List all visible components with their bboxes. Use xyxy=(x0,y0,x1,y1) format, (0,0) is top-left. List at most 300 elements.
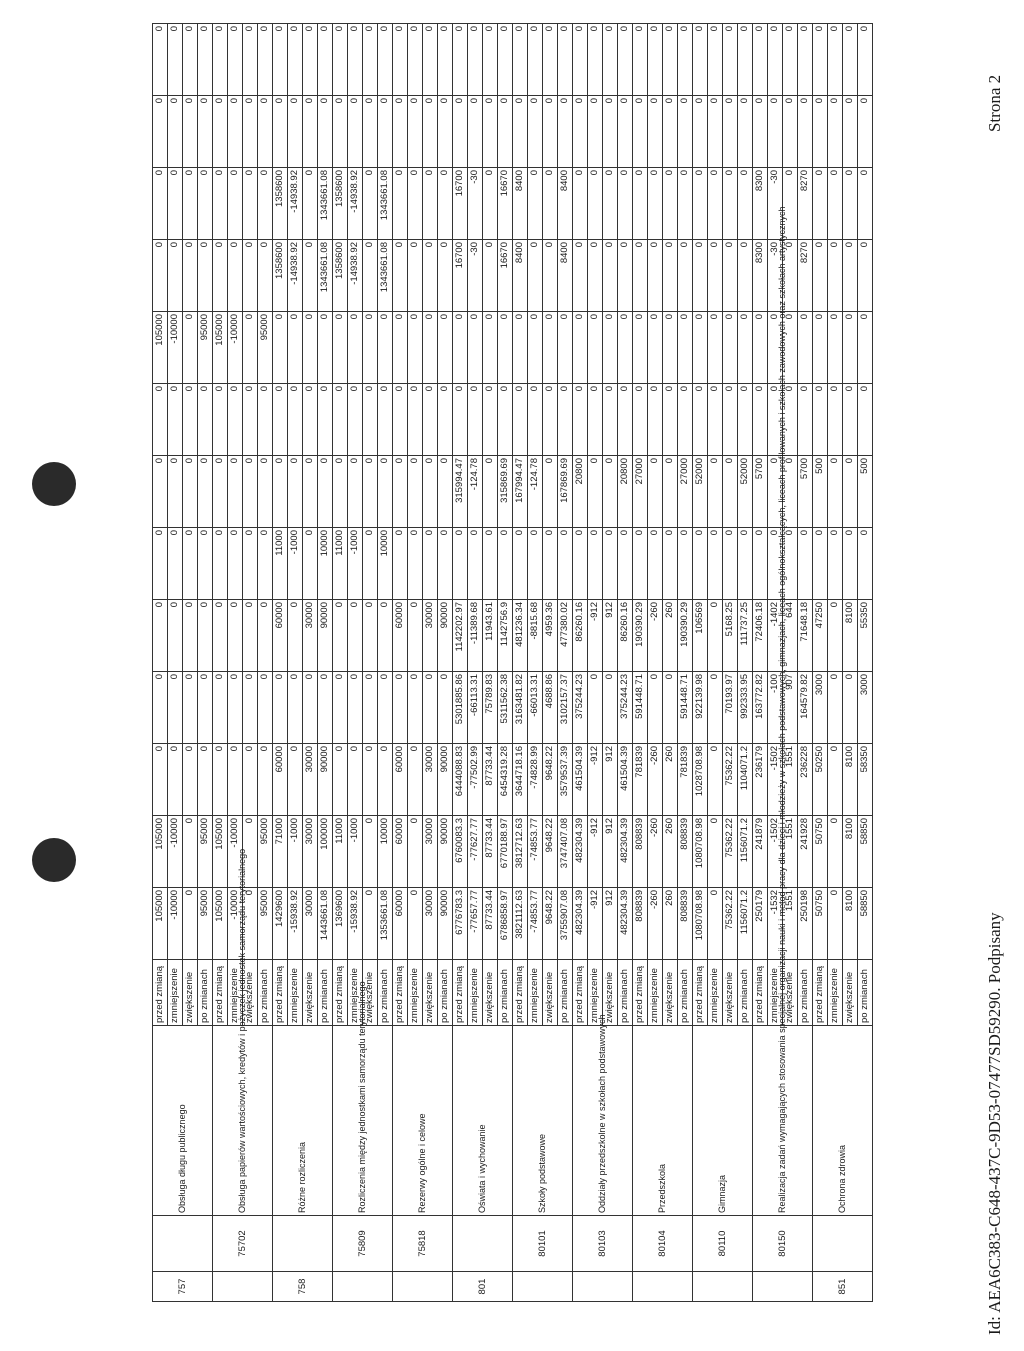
amount-cell: 0 xyxy=(498,528,513,600)
amount-cell: 0 xyxy=(648,312,663,384)
amount-cell: 0 xyxy=(408,456,423,528)
amount-cell: 0 xyxy=(453,96,468,168)
amount-cell: 163772.82 xyxy=(753,672,768,744)
amount-cell: 0 xyxy=(393,168,408,240)
row-kind-label: przed zmianą xyxy=(633,960,648,1026)
amount-cell: 9648.22 xyxy=(543,744,558,816)
section-name: Ochrona zdrowia xyxy=(813,1026,873,1216)
amount-cell: 0 xyxy=(843,24,858,96)
amount-cell: 0 xyxy=(693,96,708,168)
amount-cell: 3579537.39 xyxy=(558,744,573,816)
amount-cell: 0 xyxy=(603,312,618,384)
amount-cell: 0 xyxy=(333,384,348,456)
amount-cell: 0 xyxy=(618,384,633,456)
amount-cell: -1402 xyxy=(768,600,783,672)
amount-cell: 0 xyxy=(333,456,348,528)
amount-cell: 0 xyxy=(633,24,648,96)
amount-cell: -66113.31 xyxy=(468,672,483,744)
amount-cell: 0 xyxy=(678,384,693,456)
amount-cell: 0 xyxy=(408,744,423,816)
amount-cell: 1358600 xyxy=(273,168,288,240)
amount-cell: 0 xyxy=(843,384,858,456)
amount-cell: 0 xyxy=(588,96,603,168)
amount-cell: 0 xyxy=(258,24,273,96)
amount-cell: 106569 xyxy=(693,600,708,672)
budget-table-body xyxy=(153,24,873,1302)
amount-cell: 0 xyxy=(273,384,288,456)
amount-cell: 0 xyxy=(573,96,588,168)
amount-cell: 0 xyxy=(183,888,198,960)
amount-cell: 0 xyxy=(723,456,738,528)
amount-cell: 0 xyxy=(408,312,423,384)
amount-cell: 0 xyxy=(168,240,183,312)
amount-cell: 0 xyxy=(858,24,873,96)
amount-cell: 0 xyxy=(408,24,423,96)
amount-cell: 0 xyxy=(153,24,168,96)
amount-cell: 0 xyxy=(453,312,468,384)
amount-cell: 0 xyxy=(663,312,678,384)
amount-cell: 0 xyxy=(663,240,678,312)
amount-cell: 0 xyxy=(288,672,303,744)
amount-cell: 0 xyxy=(528,240,543,312)
amount-cell: 8300 xyxy=(753,168,768,240)
row-kind-label: zmniejszenie xyxy=(528,960,543,1026)
amount-cell: 781839 xyxy=(633,744,648,816)
amount-cell: 0 xyxy=(153,744,168,816)
amount-cell: 8400 xyxy=(513,240,528,312)
amount-cell: 3747407.08 xyxy=(558,816,573,888)
amount-cell: 0 xyxy=(843,240,858,312)
amount-cell: 0 xyxy=(573,528,588,600)
row-kind-label: zwiększenie xyxy=(543,960,558,1026)
amount-cell: 0 xyxy=(363,744,378,816)
amount-cell: -66013.31 xyxy=(528,672,543,744)
amount-cell: 236228 xyxy=(798,744,813,816)
amount-cell: 0 xyxy=(753,528,768,600)
amount-cell: 1358600 xyxy=(273,240,288,312)
amount-cell: 315994.47 xyxy=(453,456,468,528)
table-row xyxy=(513,24,528,1302)
amount-cell: 0 xyxy=(708,456,723,528)
amount-cell: 0 xyxy=(513,384,528,456)
amount-cell: 0 xyxy=(663,384,678,456)
section-name: Oddziały przedszkolne w szkołach podstawowych xyxy=(573,1026,633,1216)
amount-cell: 0 xyxy=(633,384,648,456)
amount-cell: 0 xyxy=(183,312,198,384)
row-kind-label: po zmianach xyxy=(378,960,393,1026)
amount-cell: -10000 xyxy=(228,312,243,384)
amount-cell: 95000 xyxy=(198,816,213,888)
amount-cell: 0 xyxy=(213,600,228,672)
amount-cell: 105000 xyxy=(213,888,228,960)
row-kind-label: po zmianach xyxy=(198,960,213,1026)
amount-cell: 0 xyxy=(453,384,468,456)
amount-cell: 0 xyxy=(183,168,198,240)
amount-cell: 0 xyxy=(828,816,843,888)
amount-cell: 0 xyxy=(438,312,453,384)
amount-cell: 0 xyxy=(243,456,258,528)
amount-cell: 105000 xyxy=(153,888,168,960)
amount-cell: 0 xyxy=(783,312,798,384)
amount-cell: 0 xyxy=(198,24,213,96)
amount-cell: 0 xyxy=(363,240,378,312)
amount-cell: 0 xyxy=(153,456,168,528)
amount-cell: 0 xyxy=(183,816,198,888)
amount-cell: 482304.39 xyxy=(573,888,588,960)
amount-cell: 0 xyxy=(378,24,393,96)
amount-cell: 0 xyxy=(738,384,753,456)
amount-cell: 0 xyxy=(783,240,798,312)
amount-cell: 0 xyxy=(153,600,168,672)
row-kind-label: przed zmianą xyxy=(453,960,468,1026)
amount-cell: 250179 xyxy=(753,888,768,960)
row-kind-label: zmniejszenie xyxy=(408,960,423,1026)
amount-cell: 241928 xyxy=(798,816,813,888)
amount-cell: 0 xyxy=(828,528,843,600)
amount-cell: 0 xyxy=(633,96,648,168)
amount-cell: 0 xyxy=(708,96,723,168)
amount-cell: 0 xyxy=(543,456,558,528)
document-id-footer: Id: AEA6C383-C648-437C-9D53-07477SD59290. Podpisany xyxy=(985,912,1004,1335)
amount-cell: 0 xyxy=(783,168,798,240)
amount-cell: 0 xyxy=(588,528,603,600)
row-kind-label: po zmianach xyxy=(438,960,453,1026)
amount-cell: 0 xyxy=(213,744,228,816)
amount-cell: 0 xyxy=(558,96,573,168)
amount-cell: 10000 xyxy=(318,528,333,600)
amount-cell: 0 xyxy=(483,528,498,600)
dzial-code xyxy=(333,1272,393,1302)
amount-cell: 0 xyxy=(438,168,453,240)
row-kind-label: przed zmianą xyxy=(273,960,288,1026)
amount-cell: 0 xyxy=(708,600,723,672)
amount-cell: 0 xyxy=(738,528,753,600)
amount-cell: 0 xyxy=(723,96,738,168)
amount-cell: 0 xyxy=(828,672,843,744)
row-kind-label: zmniejszenie xyxy=(348,960,363,1026)
amount-cell: 0 xyxy=(483,240,498,312)
amount-cell: 315869.69 xyxy=(498,456,513,528)
amount-cell: 95000 xyxy=(258,816,273,888)
amount-cell: 0 xyxy=(768,384,783,456)
amount-cell: 0 xyxy=(588,456,603,528)
amount-cell: 482304.39 xyxy=(618,888,633,960)
row-kind-label: zwiększenie xyxy=(663,960,678,1026)
amount-cell: 0 xyxy=(303,96,318,168)
amount-cell: 1343661.08 xyxy=(318,240,333,312)
amount-cell: 1080708.98 xyxy=(693,816,708,888)
amount-cell: 922139.98 xyxy=(693,672,708,744)
amount-cell: 0 xyxy=(858,528,873,600)
row-kind-label: zmniejszenie xyxy=(228,960,243,1026)
amount-cell: 0 xyxy=(543,240,558,312)
amount-cell: 0 xyxy=(168,600,183,672)
amount-cell: 0 xyxy=(258,528,273,600)
amount-cell: -10000 xyxy=(228,816,243,888)
amount-cell: 1080708.98 xyxy=(693,888,708,960)
amount-cell: 11000 xyxy=(333,528,348,600)
amount-cell: 0 xyxy=(318,672,333,744)
amount-cell: 0 xyxy=(558,384,573,456)
row-kind-label: zwiększenie xyxy=(783,960,798,1026)
amount-cell: 0 xyxy=(393,312,408,384)
amount-cell: 3102157.37 xyxy=(558,672,573,744)
amount-cell: -1000 xyxy=(348,816,363,888)
amount-cell: 6770188.97 xyxy=(498,816,513,888)
amount-cell: 375244.23 xyxy=(618,672,633,744)
amount-cell: 0 xyxy=(228,672,243,744)
dzial-code xyxy=(213,1272,273,1302)
amount-cell: 58350 xyxy=(858,744,873,816)
budget-table xyxy=(152,23,873,1302)
amount-cell: 591448.71 xyxy=(678,672,693,744)
amount-cell: 0 xyxy=(213,240,228,312)
row-kind-label: przed zmianą xyxy=(813,960,828,1026)
amount-cell: 0 xyxy=(393,528,408,600)
amount-cell: 808839 xyxy=(678,888,693,960)
amount-cell: 0 xyxy=(843,528,858,600)
amount-cell: 0 xyxy=(243,312,258,384)
amount-cell: 0 xyxy=(633,240,648,312)
amount-cell: 0 xyxy=(513,528,528,600)
amount-cell: 0 xyxy=(438,672,453,744)
amount-cell: 481236.34 xyxy=(513,600,528,672)
amount-cell: 0 xyxy=(438,240,453,312)
amount-cell: 0 xyxy=(468,528,483,600)
amount-cell: 0 xyxy=(153,528,168,600)
amount-cell: 0 xyxy=(198,528,213,600)
amount-cell: -30 xyxy=(768,168,783,240)
amount-cell: 0 xyxy=(708,744,723,816)
amount-cell: 0 xyxy=(198,168,213,240)
amount-cell: -11389.68 xyxy=(468,600,483,672)
amount-cell: 0 xyxy=(363,456,378,528)
amount-cell: 0 xyxy=(468,96,483,168)
amount-cell: 0 xyxy=(333,600,348,672)
section-name: Obsługa papierów wartościowych, kredytów i pożyczek jednostek samorządu terytorialnego xyxy=(213,1026,273,1216)
amount-cell: 30000 xyxy=(423,600,438,672)
amount-cell: 0 xyxy=(453,24,468,96)
row-kind-label: przed zmianą xyxy=(573,960,588,1026)
amount-cell: 60000 xyxy=(393,888,408,960)
amount-cell: 0 xyxy=(153,384,168,456)
amount-cell: 0 xyxy=(243,528,258,600)
amount-cell: 0 xyxy=(768,24,783,96)
amount-cell: -74828.99 xyxy=(528,744,543,816)
dzial-code xyxy=(753,1272,813,1302)
amount-cell: -1000 xyxy=(348,528,363,600)
amount-cell: 0 xyxy=(708,888,723,960)
amount-cell: 0 xyxy=(678,96,693,168)
amount-cell: 60000 xyxy=(393,600,408,672)
amount-cell: 0 xyxy=(363,312,378,384)
amount-cell: -15938.92 xyxy=(288,888,303,960)
amount-cell: 30000 xyxy=(423,888,438,960)
amount-cell: 1343661.08 xyxy=(378,240,393,312)
row-kind-label: po zmianach xyxy=(798,960,813,1026)
amount-cell: 0 xyxy=(303,528,318,600)
amount-cell: 0 xyxy=(423,24,438,96)
amount-cell: 0 xyxy=(273,672,288,744)
amount-cell: 0 xyxy=(378,600,393,672)
amount-cell: 0 xyxy=(678,312,693,384)
dzial-code xyxy=(513,1272,573,1302)
amount-cell: 0 xyxy=(348,384,363,456)
amount-cell: 0 xyxy=(663,96,678,168)
amount-cell: 0 xyxy=(813,96,828,168)
amount-cell: -30 xyxy=(468,168,483,240)
amount-cell: 0 xyxy=(168,24,183,96)
amount-cell: 105000 xyxy=(153,816,168,888)
row-kind-label: po zmianach xyxy=(738,960,753,1026)
amount-cell: 0 xyxy=(258,672,273,744)
dzial-code: 758 xyxy=(273,1272,333,1302)
amount-cell: 5311562.38 xyxy=(498,672,513,744)
amount-cell: 111737.25 xyxy=(738,600,753,672)
amount-cell: 11000 xyxy=(273,528,288,600)
amount-cell: 0 xyxy=(333,744,348,816)
row-kind-label: zwiększenie xyxy=(243,960,258,1026)
amount-cell: 0 xyxy=(318,384,333,456)
rozdzial-code xyxy=(153,1216,213,1272)
amount-cell: 0 xyxy=(528,528,543,600)
amount-cell: 0 xyxy=(558,24,573,96)
rotated-budget-sheet xyxy=(152,26,882,1302)
amount-cell: 0 xyxy=(633,528,648,600)
amount-cell: 0 xyxy=(633,312,648,384)
amount-cell: 0 xyxy=(408,888,423,960)
amount-cell: 0 xyxy=(348,312,363,384)
amount-cell: 0 xyxy=(498,384,513,456)
amount-cell: 3000 xyxy=(813,672,828,744)
amount-cell: 86260.16 xyxy=(573,600,588,672)
amount-cell: 3000 xyxy=(858,672,873,744)
row-kind-label: zwiększenie xyxy=(423,960,438,1026)
amount-cell: 0 xyxy=(543,312,558,384)
amount-cell: 0 xyxy=(603,168,618,240)
amount-cell: 0 xyxy=(738,240,753,312)
amount-cell: -74853.77 xyxy=(528,816,543,888)
amount-cell: 0 xyxy=(438,528,453,600)
amount-cell: 0 xyxy=(258,168,273,240)
amount-cell: 0 xyxy=(618,528,633,600)
amount-cell: 0 xyxy=(708,24,723,96)
amount-cell: 0 xyxy=(663,528,678,600)
amount-cell: 0 xyxy=(243,384,258,456)
amount-cell: 0 xyxy=(663,24,678,96)
amount-cell: 0 xyxy=(243,672,258,744)
amount-cell: 0 xyxy=(708,384,723,456)
amount-cell: 0 xyxy=(828,888,843,960)
row-kind-label: zmniejszenie xyxy=(468,960,483,1026)
dzial-code: 757 xyxy=(153,1272,213,1302)
amount-cell: 0 xyxy=(183,744,198,816)
amount-cell: 60000 xyxy=(273,744,288,816)
amount-cell: 27000 xyxy=(678,456,693,528)
amount-cell: 0 xyxy=(798,384,813,456)
amount-cell: 86260.16 xyxy=(618,600,633,672)
amount-cell: 0 xyxy=(213,672,228,744)
amount-cell: 0 xyxy=(738,312,753,384)
amount-cell: 907 xyxy=(783,672,798,744)
row-kind-label: po zmianach xyxy=(498,960,513,1026)
amount-cell: 8300 xyxy=(753,240,768,312)
amount-cell: 500 xyxy=(858,456,873,528)
amount-cell: 0 xyxy=(288,384,303,456)
amount-cell: 0 xyxy=(198,96,213,168)
amount-cell: 0 xyxy=(753,96,768,168)
amount-cell: 0 xyxy=(378,456,393,528)
amount-cell: 11000 xyxy=(333,816,348,888)
amount-cell: 95000 xyxy=(198,312,213,384)
amount-cell: 6454319.28 xyxy=(498,744,513,816)
amount-cell: 250198 xyxy=(798,888,813,960)
amount-cell: 0 xyxy=(183,528,198,600)
amount-cell: 5168.25 xyxy=(723,600,738,672)
amount-cell: 0 xyxy=(528,24,543,96)
amount-cell: 0 xyxy=(768,456,783,528)
amount-cell: 0 xyxy=(423,240,438,312)
amount-cell: 0 xyxy=(603,96,618,168)
amount-cell: 0 xyxy=(393,456,408,528)
amount-cell: 87733.44 xyxy=(483,888,498,960)
amount-cell: 0 xyxy=(438,96,453,168)
amount-cell: 0 xyxy=(813,240,828,312)
amount-cell: 808839 xyxy=(633,816,648,888)
amount-cell: 461504.39 xyxy=(618,744,633,816)
amount-cell: 90000 xyxy=(318,744,333,816)
amount-cell: 0 xyxy=(183,456,198,528)
amount-cell: 1343661.08 xyxy=(378,168,393,240)
amount-cell: 0 xyxy=(813,24,828,96)
amount-cell: 0 xyxy=(153,672,168,744)
row-kind-label: przed zmianą xyxy=(333,960,348,1026)
amount-cell: 0 xyxy=(543,168,558,240)
amount-cell: 0 xyxy=(423,528,438,600)
row-kind-label: przed zmianą xyxy=(753,960,768,1026)
amount-cell: 0 xyxy=(498,96,513,168)
amount-cell: -30 xyxy=(468,240,483,312)
amount-cell: 8270 xyxy=(798,168,813,240)
amount-cell: 1551 xyxy=(783,888,798,960)
amount-cell: 0 xyxy=(843,672,858,744)
amount-cell: 0 xyxy=(198,384,213,456)
amount-cell: 1104071.2 xyxy=(738,744,753,816)
amount-cell: 0 xyxy=(303,24,318,96)
amount-cell: 808839 xyxy=(633,888,648,960)
amount-cell: 0 xyxy=(528,168,543,240)
amount-cell: -1000 xyxy=(288,528,303,600)
amount-cell: 0 xyxy=(768,96,783,168)
amount-cell: 644 xyxy=(783,600,798,672)
amount-cell: 1369600 xyxy=(333,888,348,960)
amount-cell: 3644718.16 xyxy=(513,744,528,816)
amount-cell: 0 xyxy=(678,168,693,240)
amount-cell: 0 xyxy=(558,312,573,384)
amount-cell: 0 xyxy=(693,312,708,384)
amount-cell: 0 xyxy=(708,816,723,888)
amount-cell: 0 xyxy=(408,240,423,312)
amount-cell: 0 xyxy=(573,168,588,240)
amount-cell: 167869.69 xyxy=(558,456,573,528)
amount-cell: 236179 xyxy=(753,744,768,816)
amount-cell: 0 xyxy=(198,456,213,528)
amount-cell: 0 xyxy=(183,384,198,456)
amount-cell: 8400 xyxy=(513,168,528,240)
amount-cell: 0 xyxy=(408,816,423,888)
amount-cell: 0 xyxy=(603,456,618,528)
amount-cell: 0 xyxy=(483,168,498,240)
